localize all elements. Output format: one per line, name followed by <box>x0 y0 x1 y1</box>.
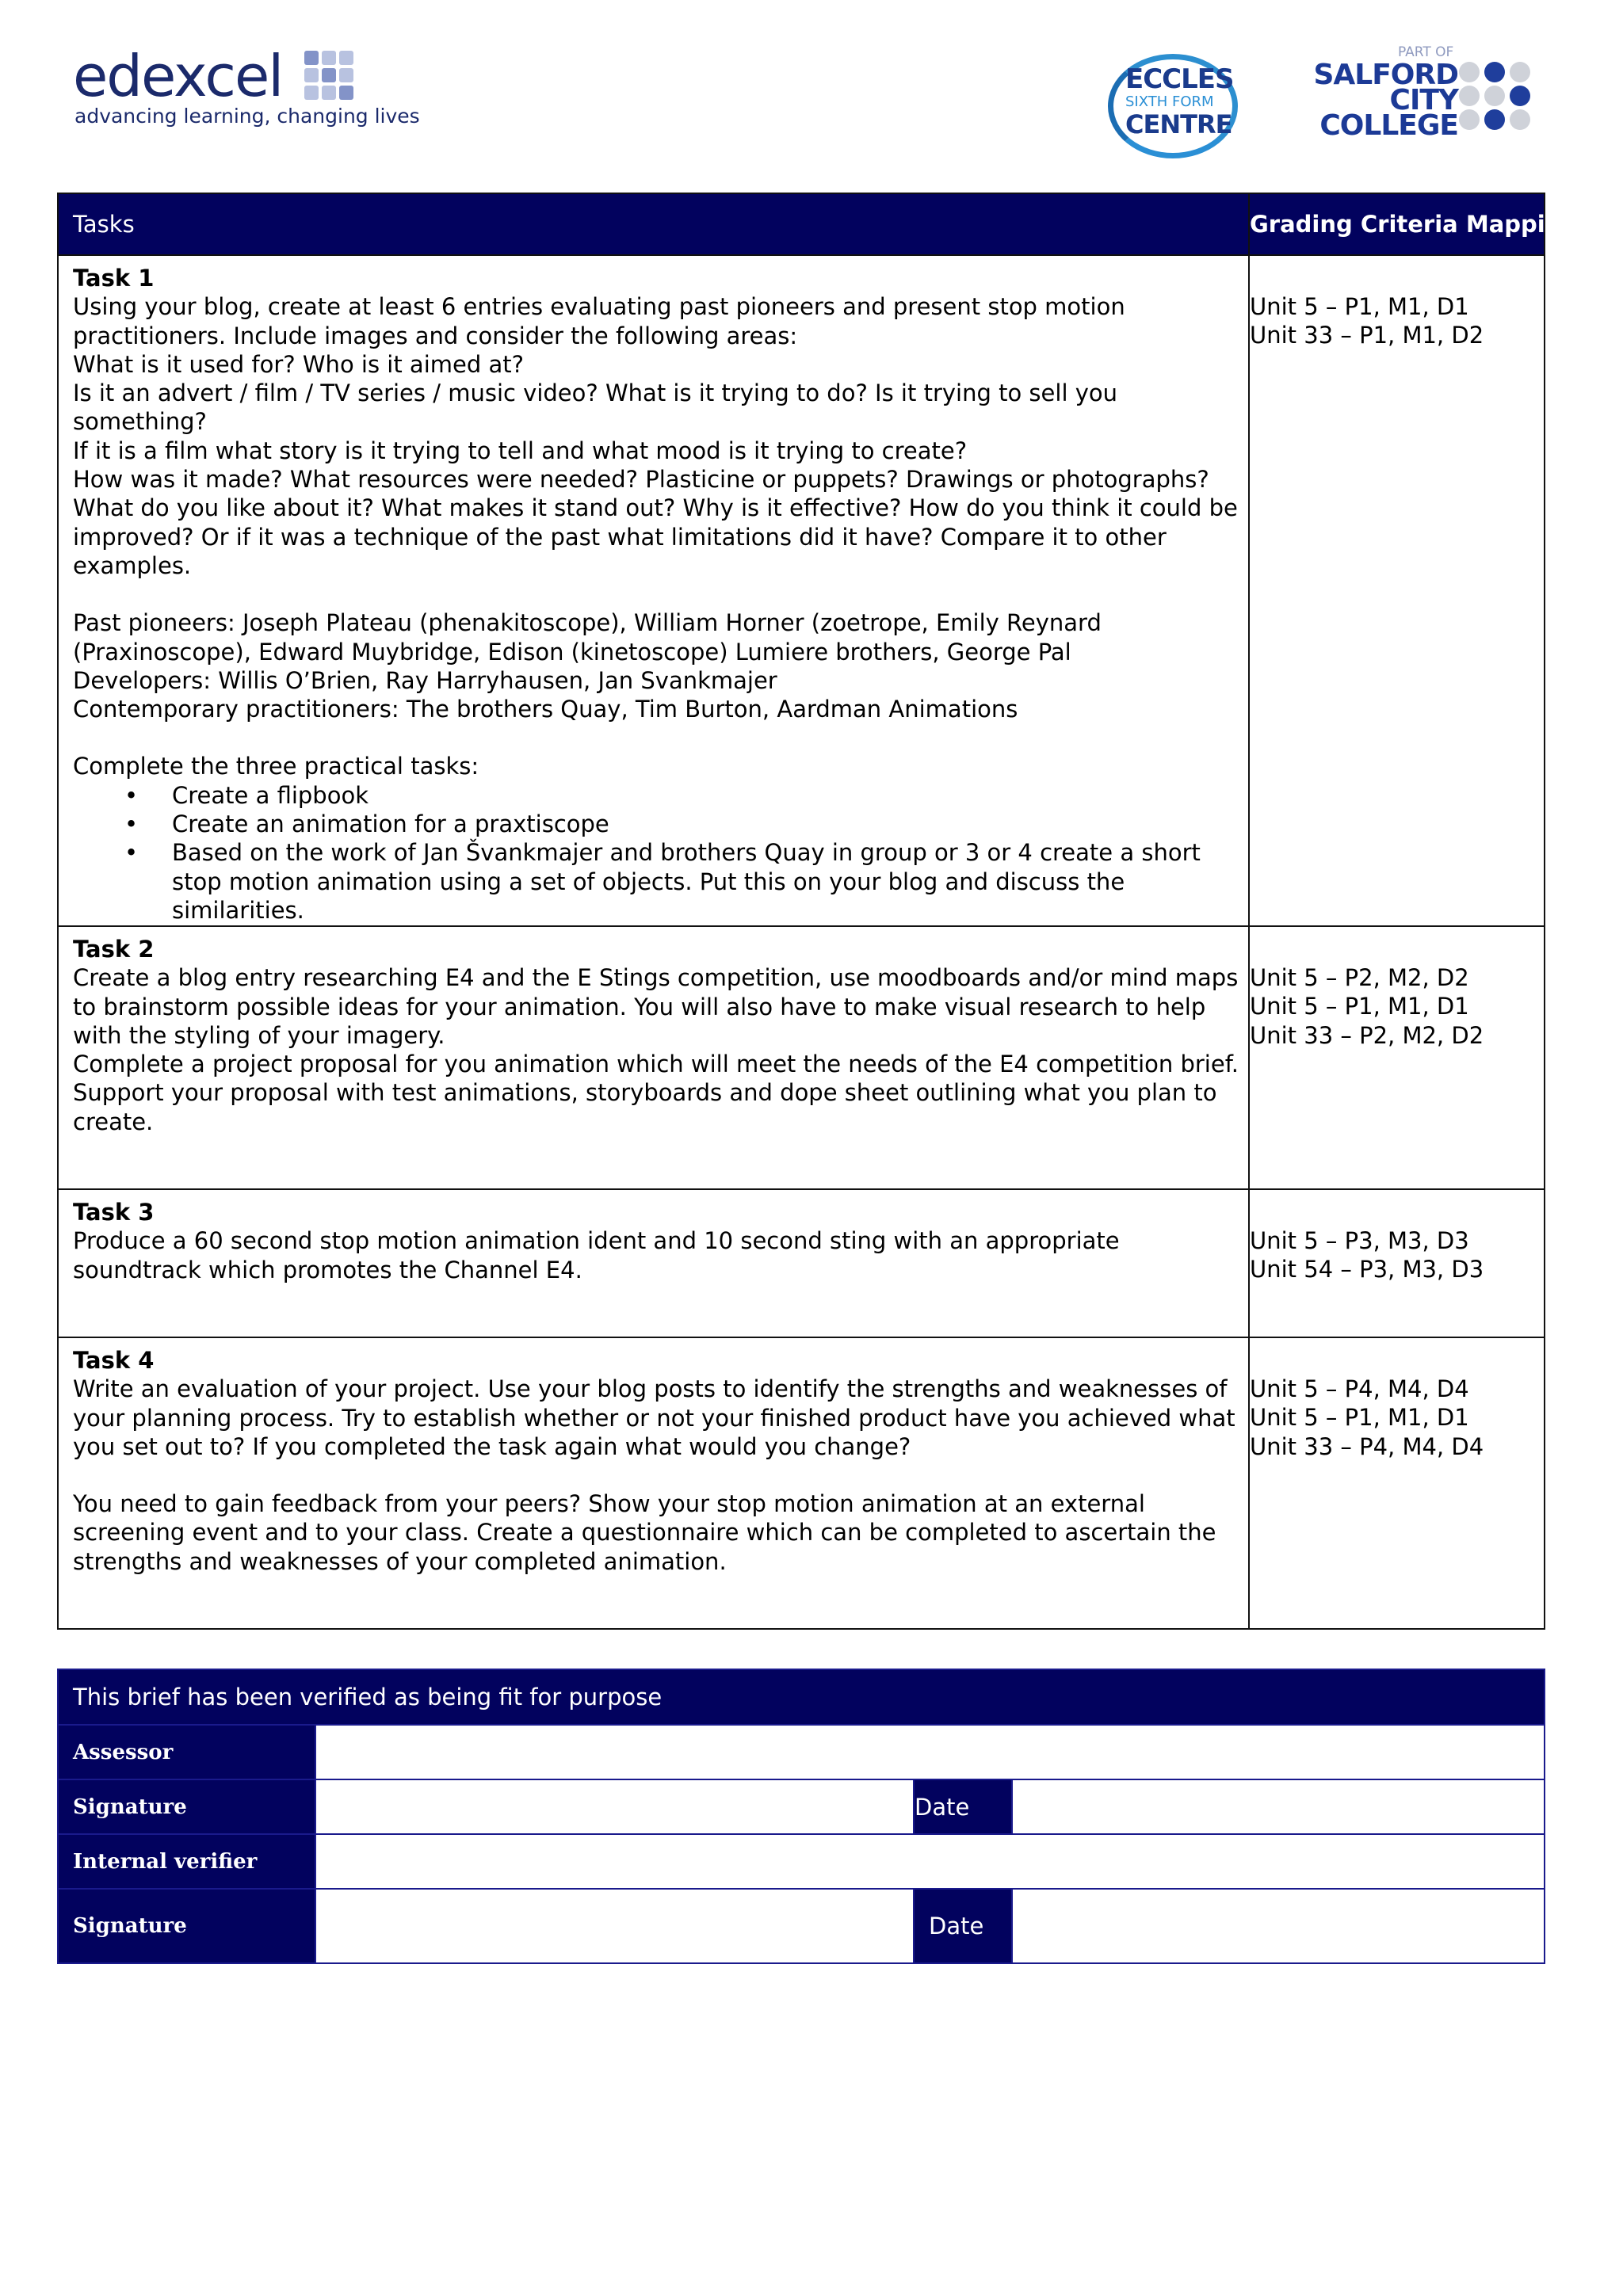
eccles-line3: CENTRE <box>1125 109 1232 139</box>
task-1-bullet-list <box>73 781 1240 925</box>
assessor-field[interactable] <box>315 1725 1545 1779</box>
task-4-row <box>58 1337 1545 1629</box>
signature-2-label: Signature <box>58 1889 315 1963</box>
signature-field[interactable] <box>315 1779 914 1834</box>
eccles-logo <box>1108 54 1243 152</box>
internal-verifier-field[interactable] <box>315 1834 1545 1889</box>
signature-label: Signature <box>58 1779 315 1834</box>
task-2-description <box>58 926 1249 1189</box>
eccles-line2: SIXTH FORM <box>1125 93 1214 110</box>
task-1-pioneers: Past pioneers: Joseph Plateau (phenakitoscope), William Horner (zoetrope, Emily Reynard (Praxinoscope), Edward Muybridge, Edison (kinetoscope) Lumiere brothers, George Pal <box>73 609 1102 666</box>
grading-line: Unit 5 – P3, M3, D3 <box>1250 1227 1469 1254</box>
grading-line: Unit 5 – P1, M1, D1 <box>1250 293 1469 320</box>
task-2-title: Task 2 <box>73 936 155 963</box>
task-3-grading <box>1249 1189 1545 1337</box>
edexcel-logo <box>73 43 420 139</box>
signature-2-field[interactable] <box>315 1889 914 1963</box>
edexcel-wordmark: edexcel <box>73 43 283 109</box>
task-2-grading <box>1249 926 1545 1189</box>
edexcel-grid-icon <box>304 51 353 100</box>
internal-verifier-label: Internal verifier <box>58 1834 315 1889</box>
salford-line1: SALFORD <box>1313 59 1458 91</box>
task-2-line: Create a blog entry researching E4 and the E Stings competition, use moodboards and/or mind maps to brainstorm possible ideas for your animation. You will also have to make visual research to help with the styling of your imagery. <box>73 964 1239 1049</box>
date-2-field[interactable] <box>1012 1889 1545 1963</box>
grading-line: Unit 5 – P4, M4, D4 <box>1250 1375 1469 1402</box>
task-1-line: What is it used for? Who is it aimed at? <box>73 350 525 378</box>
grading-line: Unit 33 – P2, M2, D2 <box>1250 1021 1484 1049</box>
task-1-line: Using your blog, create at least 6 entries evaluating past pioneers and present stop motion practitioners. Include images and consider the following areas: <box>73 293 1125 349</box>
date-2-label: Date <box>914 1889 1012 1963</box>
grading-line: Unit 5 – P1, M1, D1 <box>1250 1404 1469 1432</box>
salford-logo <box>1313 44 1534 147</box>
task-1-line: If it is a film what story is it trying to tell and what mood is it trying to create? <box>73 437 968 464</box>
task-3-title: Task 3 <box>73 1199 155 1226</box>
task-2-row <box>58 926 1545 1189</box>
task-1-developers: Developers: Willis O’Brien, Ray Harryhausen, Jan Svankmajer <box>73 666 777 694</box>
salford-part-of: PART OF <box>1398 44 1454 60</box>
list-item: • Create a flipbook <box>172 781 1240 810</box>
task-1-line: What do you like about it? What makes it stand out? Why is it effective? How do you think it could be improved? Or if it was a technique of the past what limitations did it have? Compare it to other examples. <box>73 494 1238 579</box>
verification-heading: This brief has been verified as being fit for purpose <box>58 1669 1545 1725</box>
verification-table <box>57 1669 1545 1964</box>
task-1-title: Task 1 <box>73 265 155 292</box>
grading-line: Unit 33 – P1, M1, D2 <box>1250 322 1484 349</box>
tasks-header-row <box>58 193 1545 255</box>
task-1-line: How was it made? What resources were needed? Plasticine or puppets? Drawings or photographs? <box>73 466 1209 494</box>
task-4-para2: You need to gain feedback from your peers? Show your stop motion animation at an external screening event and to your class. Create a questionnaire which can be completed to ascertain the strengths and weaknesses of your completed animation. <box>73 1490 1216 1575</box>
task-4-description <box>58 1337 1249 1629</box>
edexcel-tagline: advancing learning, changing lives <box>74 105 420 128</box>
grading-column-header: Grading Criteria Mapping <box>1249 193 1545 255</box>
salford-line3: COLLEGE <box>1319 109 1458 142</box>
list-item: • Based on the work of Jan Švankmajer and brothers Quay in group or 3 or 4 create a short stop motion animation using a set of objects. Put this on your blog and discuss the similarities. <box>172 838 1240 925</box>
assessor-label: Assessor <box>58 1725 315 1779</box>
task-4-grading <box>1249 1337 1545 1629</box>
task-3-description <box>58 1189 1249 1337</box>
grading-line: Unit 54 – P3, M3, D3 <box>1250 1256 1484 1283</box>
task-1-description <box>58 255 1249 926</box>
grading-line: Unit 5 – P1, M1, D1 <box>1250 993 1469 1020</box>
task-1-practical-intro: Complete the three practical tasks: <box>73 753 479 780</box>
task-3-line: Produce a 60 second stop motion animation ident and 10 second sting with an appropriate soundtrack which promotes the Channel E4. <box>73 1227 1120 1283</box>
date-field[interactable] <box>1012 1779 1545 1834</box>
task-1-line: Is it an advert / film / TV series / music video? What is it trying to do? Is it trying to sell you something? <box>73 379 1117 436</box>
salford-dots-icon <box>1459 62 1532 130</box>
tasks-table <box>57 193 1579 1630</box>
eccles-line1: ECCLES <box>1125 63 1234 95</box>
task-4-title: Task 4 <box>73 1347 155 1374</box>
list-item: • Create an animation for a praxtiscope <box>172 810 1240 838</box>
task-1-row <box>58 255 1545 926</box>
task-1-grading <box>1249 255 1545 926</box>
task-1-contemporary: Contemporary practitioners: The brothers Quay, Tim Burton, Aardman Animations <box>73 696 1018 723</box>
grading-line: Unit 33 – P4, M4, D4 <box>1250 1432 1484 1460</box>
date-label: Date <box>914 1779 1012 1834</box>
salford-line2: CITY <box>1389 84 1458 116</box>
task-3-row <box>58 1189 1545 1337</box>
task-4-para1: Write an evaluation of your project. Use your blog posts to identify the strengths and weaknesses of your planning process. Try to establish whether or not your finished product have you achieved what you set out to? If you completed the task again what would you change? <box>73 1375 1235 1460</box>
task-2-line: Complete a project proposal for you animation which will meet the needs of the E4 competition brief. Support your proposal with test animations, storyboards and dope sheet outlining what you plan to create. <box>73 1051 1239 1135</box>
grading-line: Unit 5 – P2, M2, D2 <box>1250 964 1469 991</box>
tasks-column-header: Tasks <box>58 193 1249 255</box>
